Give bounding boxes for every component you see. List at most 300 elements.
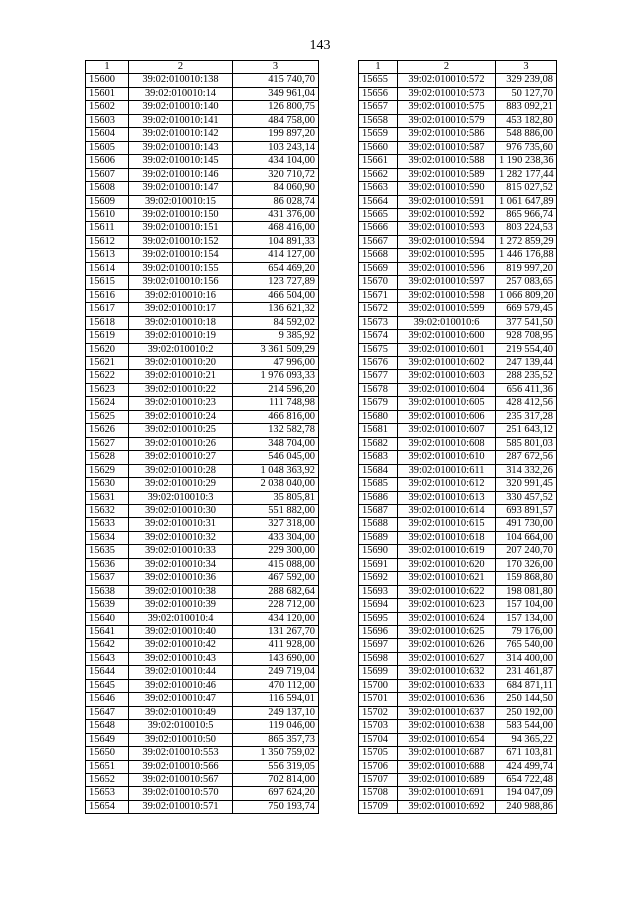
value-cell: 314 332,26 xyxy=(496,464,557,477)
cadastral-number-cell: 39:02:010010:633 xyxy=(398,679,496,692)
value-cell: 104 891,33 xyxy=(233,235,319,248)
table-row xyxy=(359,383,557,396)
row-number-cell: 15656 xyxy=(359,87,398,100)
table-row xyxy=(86,195,319,208)
cadastral-number-cell: 39:02:010010:18 xyxy=(129,316,233,329)
cadastral-number-cell: 39:02:010010:34 xyxy=(129,558,233,571)
table-row xyxy=(86,545,319,558)
table-row xyxy=(86,141,319,154)
cadastral-number-cell: 39:02:010010:138 xyxy=(129,74,233,87)
table-row xyxy=(86,222,319,235)
cadastral-number-cell: 39:02:010010:15 xyxy=(129,195,233,208)
cadastral-number-cell: 39:02:010010:626 xyxy=(398,639,496,652)
row-number-cell: 15628 xyxy=(86,451,129,464)
value-cell: 803 224,53 xyxy=(496,222,557,235)
cadastral-number-cell: 39:02:010010:19 xyxy=(129,330,233,343)
table-header-row xyxy=(359,61,557,74)
cadastral-number-cell: 39:02:010010:597 xyxy=(398,276,496,289)
row-number-cell: 15661 xyxy=(359,155,398,168)
value-cell: 126 800,75 xyxy=(233,101,319,114)
row-number-cell: 15653 xyxy=(86,787,129,800)
cadastral-number-cell: 39:02:010010:22 xyxy=(129,383,233,396)
cadastral-number-cell: 39:02:010010:6 xyxy=(398,316,496,329)
cadastral-number-cell: 39:02:010010:618 xyxy=(398,531,496,544)
cadastral-number-cell: 39:02:010010:595 xyxy=(398,249,496,262)
row-number-cell: 15639 xyxy=(86,599,129,612)
table-row xyxy=(359,558,557,571)
table-row xyxy=(86,249,319,262)
value-cell: 287 672,56 xyxy=(496,451,557,464)
cadastral-number-cell: 39:02:010010:588 xyxy=(398,155,496,168)
cadastral-number-cell: 39:02:010010:23 xyxy=(129,397,233,410)
value-cell: 35 805,81 xyxy=(233,491,319,504)
cadastral-number-cell: 39:02:010010:687 xyxy=(398,747,496,760)
cadastral-number-cell: 39:02:010010:591 xyxy=(398,195,496,208)
row-number-cell: 15608 xyxy=(86,182,129,195)
table-row xyxy=(86,760,319,773)
row-number-cell: 15604 xyxy=(86,128,129,141)
table-row xyxy=(86,437,319,450)
value-cell: 2 038 040,00 xyxy=(233,478,319,491)
value-cell: 1 061 647,89 xyxy=(496,195,557,208)
table-row xyxy=(359,464,557,477)
row-number-cell: 15706 xyxy=(359,760,398,773)
value-cell: 159 868,80 xyxy=(496,572,557,585)
row-number-cell: 15645 xyxy=(86,679,129,692)
cadastral-number-cell: 39:02:010010:50 xyxy=(129,733,233,746)
row-number-cell: 15607 xyxy=(86,168,129,181)
table-row xyxy=(86,558,319,571)
value-cell: 330 457,52 xyxy=(496,491,557,504)
row-number-cell: 15672 xyxy=(359,303,398,316)
value-cell: 170 326,00 xyxy=(496,558,557,571)
table-row xyxy=(86,303,319,316)
column-header-1: 1 xyxy=(359,61,398,74)
cadastral-number-cell: 39:02:010010:620 xyxy=(398,558,496,571)
cadastral-number-cell: 39:02:010010:622 xyxy=(398,585,496,598)
row-number-cell: 15620 xyxy=(86,343,129,356)
table-row xyxy=(86,101,319,114)
table-row xyxy=(359,114,557,127)
value-cell: 79 176,00 xyxy=(496,626,557,639)
cadastral-number-cell: 39:02:010010:637 xyxy=(398,706,496,719)
table-row xyxy=(359,478,557,491)
row-number-cell: 15698 xyxy=(359,652,398,665)
column-header-3: 3 xyxy=(233,61,319,74)
cadastral-number-cell: 39:02:010010:145 xyxy=(129,155,233,168)
cadastral-number-cell: 39:02:010010:2 xyxy=(129,343,233,356)
value-cell: 819 997,20 xyxy=(496,262,557,275)
table-row xyxy=(359,168,557,181)
cadastral-number-cell: 39:02:010010:601 xyxy=(398,343,496,356)
value-cell: 348 704,00 xyxy=(233,437,319,450)
value-cell: 976 735,60 xyxy=(496,141,557,154)
cadastral-number-cell: 39:02:010010:607 xyxy=(398,424,496,437)
cadastral-number-cell: 39:02:010010:43 xyxy=(129,652,233,665)
table-row xyxy=(359,545,557,558)
row-number-cell: 15623 xyxy=(86,383,129,396)
value-cell: 433 304,00 xyxy=(233,531,319,544)
row-number-cell: 15707 xyxy=(359,774,398,787)
cadastral-number-cell: 39:02:010010:31 xyxy=(129,518,233,531)
row-number-cell: 15682 xyxy=(359,437,398,450)
table-row xyxy=(86,787,319,800)
table-row xyxy=(359,289,557,302)
cadastral-number-cell: 39:02:010010:599 xyxy=(398,303,496,316)
row-number-cell: 15632 xyxy=(86,504,129,517)
row-number-cell: 15678 xyxy=(359,383,398,396)
value-cell: 327 318,00 xyxy=(233,518,319,531)
row-number-cell: 15700 xyxy=(359,679,398,692)
value-cell: 654 469,20 xyxy=(233,262,319,275)
cadastral-number-cell: 39:02:010010:29 xyxy=(129,478,233,491)
value-cell: 1 272 859,29 xyxy=(496,235,557,248)
cadastral-number-cell: 39:02:010010:14 xyxy=(129,87,233,100)
cadastral-number-cell: 39:02:010010:46 xyxy=(129,679,233,692)
table-row xyxy=(86,572,319,585)
table-row xyxy=(359,491,557,504)
value-cell: 434 104,00 xyxy=(233,155,319,168)
value-cell: 865 357,73 xyxy=(233,733,319,746)
row-number-cell: 15691 xyxy=(359,558,398,571)
cadastral-number-cell: 39:02:010010:590 xyxy=(398,182,496,195)
row-number-cell: 15686 xyxy=(359,491,398,504)
value-cell: 671 103,81 xyxy=(496,747,557,760)
row-number-cell: 15640 xyxy=(86,612,129,625)
row-number-cell: 15660 xyxy=(359,141,398,154)
row-number-cell: 15629 xyxy=(86,464,129,477)
table-row xyxy=(359,652,557,665)
value-cell: 199 897,20 xyxy=(233,128,319,141)
table-row xyxy=(86,706,319,719)
value-cell: 47 996,00 xyxy=(233,356,319,369)
row-number-cell: 15602 xyxy=(86,101,129,114)
row-number-cell: 15680 xyxy=(359,410,398,423)
table-row xyxy=(359,424,557,437)
value-cell: 247 139,44 xyxy=(496,356,557,369)
cadastral-number-cell: 39:02:010010:27 xyxy=(129,451,233,464)
table-row xyxy=(359,356,557,369)
column-header-2: 2 xyxy=(129,61,233,74)
table-row xyxy=(86,464,319,477)
value-cell: 750 193,74 xyxy=(233,800,319,813)
value-cell: 86 028,74 xyxy=(233,195,319,208)
value-cell: 484 758,00 xyxy=(233,114,319,127)
row-number-cell: 15613 xyxy=(86,249,129,262)
table-row xyxy=(86,774,319,787)
row-number-cell: 15662 xyxy=(359,168,398,181)
value-cell: 104 664,00 xyxy=(496,531,557,544)
row-number-cell: 15693 xyxy=(359,585,398,598)
cadastral-number-cell: 39:02:010010:615 xyxy=(398,518,496,531)
value-cell: 116 594,01 xyxy=(233,693,319,706)
value-cell: 235 317,28 xyxy=(496,410,557,423)
row-number-cell: 15618 xyxy=(86,316,129,329)
value-cell: 194 047,09 xyxy=(496,787,557,800)
row-number-cell: 15675 xyxy=(359,343,398,356)
row-number-cell: 15671 xyxy=(359,289,398,302)
table-row xyxy=(86,626,319,639)
cadastral-number-cell: 39:02:010010:3 xyxy=(129,491,233,504)
row-number-cell: 15650 xyxy=(86,747,129,760)
value-cell: 84 060,90 xyxy=(233,182,319,195)
cadastral-number-cell: 39:02:010010:38 xyxy=(129,585,233,598)
table-row xyxy=(86,128,319,141)
table-row xyxy=(359,74,557,87)
row-number-cell: 15665 xyxy=(359,208,398,221)
cadastral-number-cell: 39:02:010010:598 xyxy=(398,289,496,302)
value-cell: 883 092,21 xyxy=(496,101,557,114)
table-row xyxy=(359,747,557,760)
cadastral-number-cell: 39:02:010010:636 xyxy=(398,693,496,706)
value-cell: 288 682,64 xyxy=(233,585,319,598)
table-row xyxy=(86,330,319,343)
cadastral-number-cell: 39:02:010010:28 xyxy=(129,464,233,477)
value-cell: 693 891,57 xyxy=(496,504,557,517)
cadastral-number-cell: 39:02:010010:16 xyxy=(129,289,233,302)
table-row xyxy=(359,303,557,316)
cadastral-number-cell: 39:02:010010:638 xyxy=(398,720,496,733)
row-number-cell: 15667 xyxy=(359,235,398,248)
cadastral-number-cell: 39:02:010010:608 xyxy=(398,437,496,450)
row-number-cell: 15635 xyxy=(86,545,129,558)
table-row xyxy=(86,612,319,625)
cadastral-number-cell: 39:02:010010:32 xyxy=(129,531,233,544)
table-row xyxy=(86,451,319,464)
value-cell: 257 083,65 xyxy=(496,276,557,289)
cadastral-number-cell: 39:02:010010:589 xyxy=(398,168,496,181)
table-row xyxy=(359,101,557,114)
value-cell: 123 727,89 xyxy=(233,276,319,289)
row-number-cell: 15688 xyxy=(359,518,398,531)
table-row xyxy=(86,168,319,181)
value-cell: 414 127,00 xyxy=(233,249,319,262)
value-cell: 1 048 363,92 xyxy=(233,464,319,477)
cadastral-number-cell: 39:02:010010:146 xyxy=(129,168,233,181)
table-row xyxy=(86,800,319,813)
row-number-cell: 15701 xyxy=(359,693,398,706)
value-cell: 656 411,36 xyxy=(496,383,557,396)
table-row xyxy=(359,195,557,208)
row-number-cell: 15708 xyxy=(359,787,398,800)
row-number-cell: 15658 xyxy=(359,114,398,127)
value-cell: 314 400,00 xyxy=(496,652,557,665)
row-number-cell: 15619 xyxy=(86,330,129,343)
cadastral-number-cell: 39:02:010010:654 xyxy=(398,733,496,746)
table-row xyxy=(359,639,557,652)
value-cell: 702 814,00 xyxy=(233,774,319,787)
cadastral-number-cell: 39:02:010010:605 xyxy=(398,397,496,410)
row-number-cell: 15697 xyxy=(359,639,398,652)
row-number-cell: 15606 xyxy=(86,155,129,168)
table-row xyxy=(86,343,319,356)
cadastral-number-cell: 39:02:010010:147 xyxy=(129,182,233,195)
cadastral-number-cell: 39:02:010010:26 xyxy=(129,437,233,450)
cadastral-number-cell: 39:02:010010:602 xyxy=(398,356,496,369)
cadastral-number-cell: 39:02:010010:611 xyxy=(398,464,496,477)
table-row xyxy=(86,235,319,248)
value-cell: 94 365,22 xyxy=(496,733,557,746)
cadastral-number-cell: 39:02:010010:592 xyxy=(398,208,496,221)
cadastral-number-cell: 39:02:010010:20 xyxy=(129,356,233,369)
value-cell: 9 385,92 xyxy=(233,330,319,343)
cadastral-number-cell: 39:02:010010:140 xyxy=(129,101,233,114)
table-row xyxy=(86,585,319,598)
cadastral-number-cell: 39:02:010010:594 xyxy=(398,235,496,248)
cadastral-number-cell: 39:02:010010:612 xyxy=(398,478,496,491)
table-row xyxy=(86,155,319,168)
table-row xyxy=(359,518,557,531)
cadastral-number-cell: 39:02:010010:610 xyxy=(398,451,496,464)
value-cell: 424 499,74 xyxy=(496,760,557,773)
row-number-cell: 15641 xyxy=(86,626,129,639)
value-cell: 157 104,00 xyxy=(496,599,557,612)
cadastral-number-cell: 39:02:010010:143 xyxy=(129,141,233,154)
value-cell: 466 816,00 xyxy=(233,410,319,423)
column-header-3: 3 xyxy=(496,61,557,74)
table-row xyxy=(359,155,557,168)
row-number-cell: 15617 xyxy=(86,303,129,316)
value-cell: 329 239,08 xyxy=(496,74,557,87)
table-row xyxy=(86,491,319,504)
column-header-2: 2 xyxy=(398,61,496,74)
table-row xyxy=(86,356,319,369)
value-cell: 411 928,00 xyxy=(233,639,319,652)
cadastral-number-cell: 39:02:010010:30 xyxy=(129,504,233,517)
row-number-cell: 15644 xyxy=(86,666,129,679)
table-row xyxy=(359,235,557,248)
value-cell: 228 712,00 xyxy=(233,599,319,612)
row-number-cell: 15663 xyxy=(359,182,398,195)
value-cell: 585 801,03 xyxy=(496,437,557,450)
value-cell: 103 243,14 xyxy=(233,141,319,154)
table-header-row xyxy=(86,61,319,74)
cadastral-number-cell: 39:02:010010:624 xyxy=(398,612,496,625)
row-number-cell: 15642 xyxy=(86,639,129,652)
table-row xyxy=(359,437,557,450)
table-row xyxy=(359,397,557,410)
cadastral-number-cell: 39:02:010010:5 xyxy=(129,720,233,733)
value-cell: 654 722,48 xyxy=(496,774,557,787)
table-row xyxy=(86,424,319,437)
row-number-cell: 15600 xyxy=(86,74,129,87)
table-row xyxy=(359,343,557,356)
cadastral-number-cell: 39:02:010010:593 xyxy=(398,222,496,235)
cadastral-number-cell: 39:02:010010:49 xyxy=(129,706,233,719)
cadastral-number-cell: 39:02:010010:575 xyxy=(398,101,496,114)
row-number-cell: 15692 xyxy=(359,572,398,585)
cadastral-number-cell: 39:02:010010:142 xyxy=(129,128,233,141)
value-cell: 765 540,00 xyxy=(496,639,557,652)
table-row xyxy=(86,182,319,195)
value-cell: 1 446 176,88 xyxy=(496,249,557,262)
cadastral-number-cell: 39:02:010010:627 xyxy=(398,652,496,665)
cadastral-number-cell: 39:02:010010:587 xyxy=(398,141,496,154)
row-number-cell: 15670 xyxy=(359,276,398,289)
table-row xyxy=(359,666,557,679)
table-row xyxy=(86,276,319,289)
row-number-cell: 15643 xyxy=(86,652,129,665)
value-cell: 928 708,95 xyxy=(496,330,557,343)
table-row xyxy=(86,666,319,679)
value-cell: 556 319,05 xyxy=(233,760,319,773)
cadastral-number-cell: 39:02:010010:151 xyxy=(129,222,233,235)
cadastral-number-cell: 39:02:010010:604 xyxy=(398,383,496,396)
value-cell: 249 137,10 xyxy=(233,706,319,719)
row-number-cell: 15610 xyxy=(86,208,129,221)
cadastral-number-cell: 39:02:010010:625 xyxy=(398,626,496,639)
cadastral-number-cell: 39:02:010010:152 xyxy=(129,235,233,248)
page-number: 143 xyxy=(309,38,331,53)
value-cell: 491 730,00 xyxy=(496,518,557,531)
row-number-cell: 15657 xyxy=(359,101,398,114)
table-row xyxy=(86,518,319,531)
table-row xyxy=(359,572,557,585)
row-number-cell: 15626 xyxy=(86,424,129,437)
row-number-cell: 15621 xyxy=(86,356,129,369)
row-number-cell: 15634 xyxy=(86,531,129,544)
row-number-cell: 15603 xyxy=(86,114,129,127)
value-cell: 143 690,00 xyxy=(233,652,319,665)
table-row xyxy=(86,410,319,423)
cadastral-number-cell: 39:02:010010:570 xyxy=(129,787,233,800)
table-row xyxy=(359,733,557,746)
value-cell: 815 027,52 xyxy=(496,182,557,195)
table-row xyxy=(359,531,557,544)
cadastral-number-cell: 39:02:010010:42 xyxy=(129,639,233,652)
value-cell: 157 134,00 xyxy=(496,612,557,625)
cadastral-number-cell: 39:02:010010:573 xyxy=(398,87,496,100)
table-row xyxy=(359,330,557,343)
row-number-cell: 15684 xyxy=(359,464,398,477)
table-row xyxy=(86,720,319,733)
row-number-cell: 15633 xyxy=(86,518,129,531)
value-cell: 3 361 509,29 xyxy=(233,343,319,356)
cadastral-number-cell: 39:02:010010:586 xyxy=(398,128,496,141)
row-number-cell: 15687 xyxy=(359,504,398,517)
row-number-cell: 15636 xyxy=(86,558,129,571)
value-cell: 1 976 093,33 xyxy=(233,370,319,383)
value-cell: 131 267,70 xyxy=(233,626,319,639)
cadastral-number-cell: 39:02:010010:33 xyxy=(129,545,233,558)
table-row xyxy=(86,639,319,652)
value-cell: 198 081,80 xyxy=(496,585,557,598)
cadastral-number-cell: 39:02:010010:154 xyxy=(129,249,233,262)
value-cell: 320 710,72 xyxy=(233,168,319,181)
table-row xyxy=(86,693,319,706)
value-cell: 119 046,00 xyxy=(233,720,319,733)
row-number-cell: 15624 xyxy=(86,397,129,410)
cadastral-number-cell: 39:02:010010:688 xyxy=(398,760,496,773)
table-row xyxy=(359,182,557,195)
table-row xyxy=(359,626,557,639)
table-row xyxy=(359,693,557,706)
row-number-cell: 15683 xyxy=(359,451,398,464)
cadastral-number-cell: 39:02:010010:596 xyxy=(398,262,496,275)
value-cell: 320 991,45 xyxy=(496,478,557,491)
table-row xyxy=(359,128,557,141)
row-number-cell: 15638 xyxy=(86,585,129,598)
table-row xyxy=(359,585,557,598)
value-cell: 231 461,87 xyxy=(496,666,557,679)
row-number-cell: 15601 xyxy=(86,87,129,100)
cadastral-number-cell: 39:02:010010:21 xyxy=(129,370,233,383)
table-row xyxy=(86,114,319,127)
row-number-cell: 15703 xyxy=(359,720,398,733)
row-number-cell: 15611 xyxy=(86,222,129,235)
table-row xyxy=(359,720,557,733)
value-cell: 250 192,00 xyxy=(496,706,557,719)
